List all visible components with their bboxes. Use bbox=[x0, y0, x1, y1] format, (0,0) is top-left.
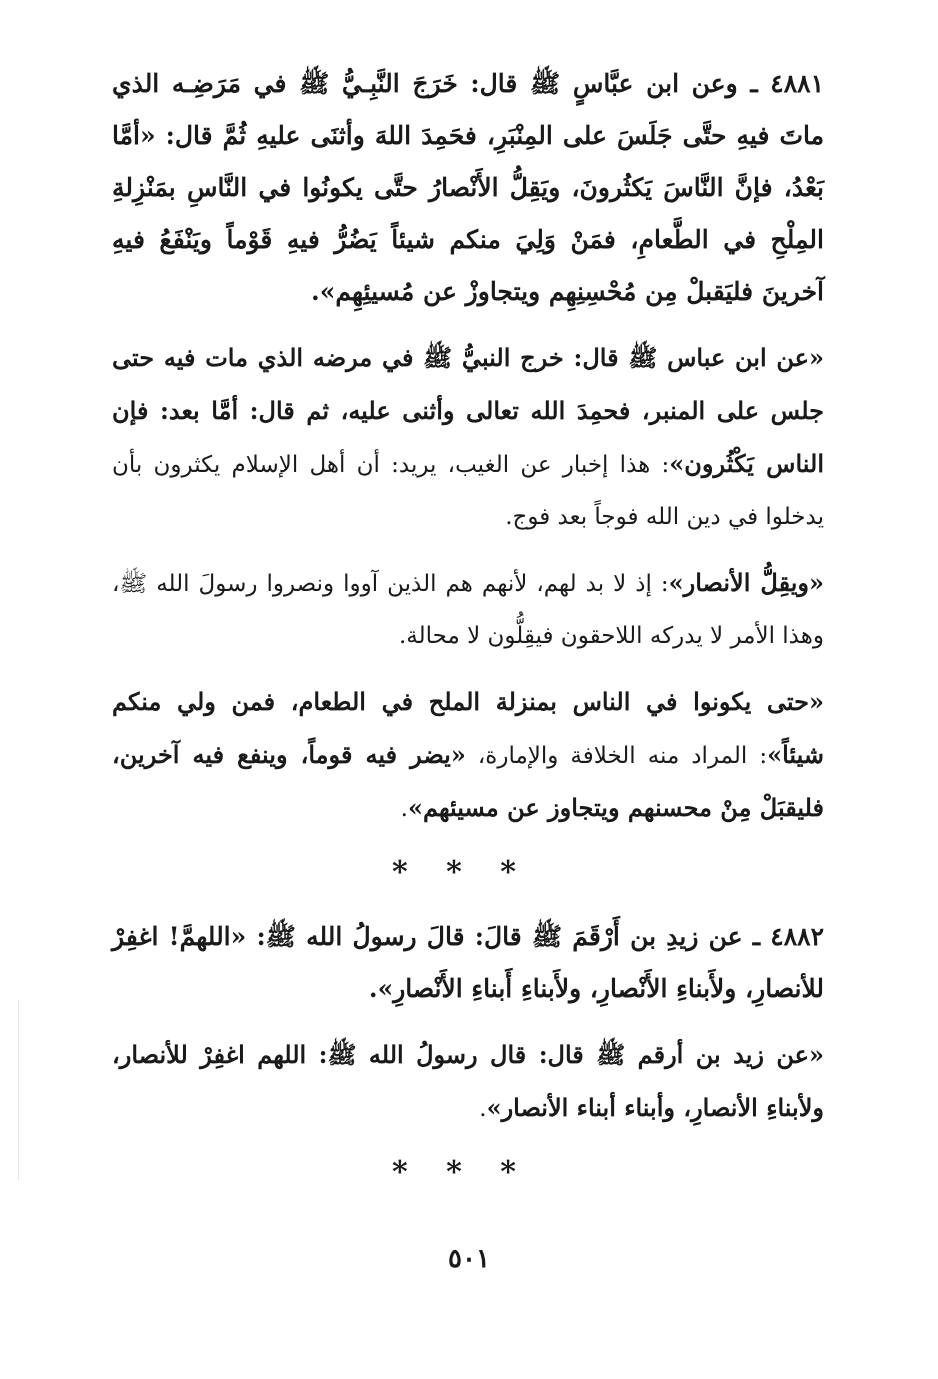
commentary-4881-p1 bbox=[112, 332, 824, 543]
commentary-quote: «ويقِلُّ الأنصار» bbox=[668, 568, 824, 597]
section-separator: * * * bbox=[392, 1155, 530, 1190]
commentary-quote: «حتى يكونوا في الناس بمنزلة الملح في الطعام، فمن ولي منكم شيئاً» bbox=[112, 687, 824, 769]
commentary-text: : المراد منه الخلافة والإمارة، bbox=[465, 743, 768, 769]
page-number: ٥٠١ bbox=[448, 1244, 490, 1274]
section-separator: * * * bbox=[392, 855, 530, 890]
hadith-4881-text: ٤٨٨١ ـ وعن ابن عبَّاسٍ ﷺ قال: خَرَجَ النَّبِـيُّ ﷺ في مَرَضِـه الذي ماتَ فيهِ حتَّى جَلَسَ على المِنْبَرِ، فحَمِدَ اللهَ وأثنَى عليهِ ثُمَّ قال: «أمَّا بَعْدُ، فإنَّ النَّاسَ يَكثُرونَ، ويَقِلُّ الأَنْصارُ حتَّى يكونُوا في النَّاسِ بمَنْزِلةِ المِلْحِ في الطَّعامِ، فمَنْ وَلِيَ منكم شيئاً يَضُرُّ فيهِ قَوْماً ويَنْفَعُ فيهِ آخرينَ فليَقبلْ مِن مُحْسِنِهِم ويتجاوزْ عن مُسيئِهِم». bbox=[112, 69, 824, 306]
commentary-quote: «يضر فيه قوماً، وينفع فيه آخرين، فليقبَلْ مِنْ محسنهم ويتجاوز عن مسيئهم» bbox=[112, 740, 824, 822]
commentary-quote: «عن ابن عباس ﷺ قال: خرج النبيُّ ﷺ في مرضه الذي مات فيه حتى جلس على المنبر، فحمِدَ الله تعالى وأثنى عليه، ثم قال: أمَّا بعد: فإن الناس يَكْثُرون» bbox=[112, 343, 824, 478]
page-body bbox=[112, 58, 824, 1193]
commentary-text: : إذ لا بد لهم، لأنهم هم الذين آووا ونصروا رسولَ الله ﷺ، وهذا الأمر لا يدركه اللاحقون فيقِلُّون لا محالة. bbox=[112, 571, 824, 649]
commentary-4881-p3 bbox=[112, 676, 824, 835]
commentary-4882 bbox=[112, 1029, 824, 1135]
hadith-4881 bbox=[112, 58, 824, 318]
scan-margin-line bbox=[18, 1000, 19, 1180]
commentary-text: . bbox=[479, 1096, 487, 1122]
hadith-4882 bbox=[112, 911, 824, 1015]
commentary-text: . bbox=[400, 796, 408, 822]
hadith-4882-text: ٤٨٨٢ ـ عن زيدِ بن أَرْقَمَ ﷺ قالَ: قالَ رسولُ الله ﷺ: «اللهمَّ! اغفِرْ للأنصارِ، ولأَبناءِ الأَنْصارِ، ولأَبناءِ أَبناءِ الأَنْصارِ». bbox=[112, 922, 824, 1003]
commentary-quote: «عن زيد بن أرقم ﷺ قال: قال رسولُ الله ﷺ: اللهم اغفِرْ للأنصار، ولأبناءِ الأنصارِ، وأبناء أبناء الأنصار» bbox=[112, 1040, 824, 1122]
commentary-text: : هذا إخبار عن الغيب، يريد: أن أهل الإسلام يكثرون بأن يدخلوا في دين الله فوجاً بعد فوج. bbox=[112, 452, 824, 530]
commentary-4881-p2 bbox=[112, 557, 824, 662]
